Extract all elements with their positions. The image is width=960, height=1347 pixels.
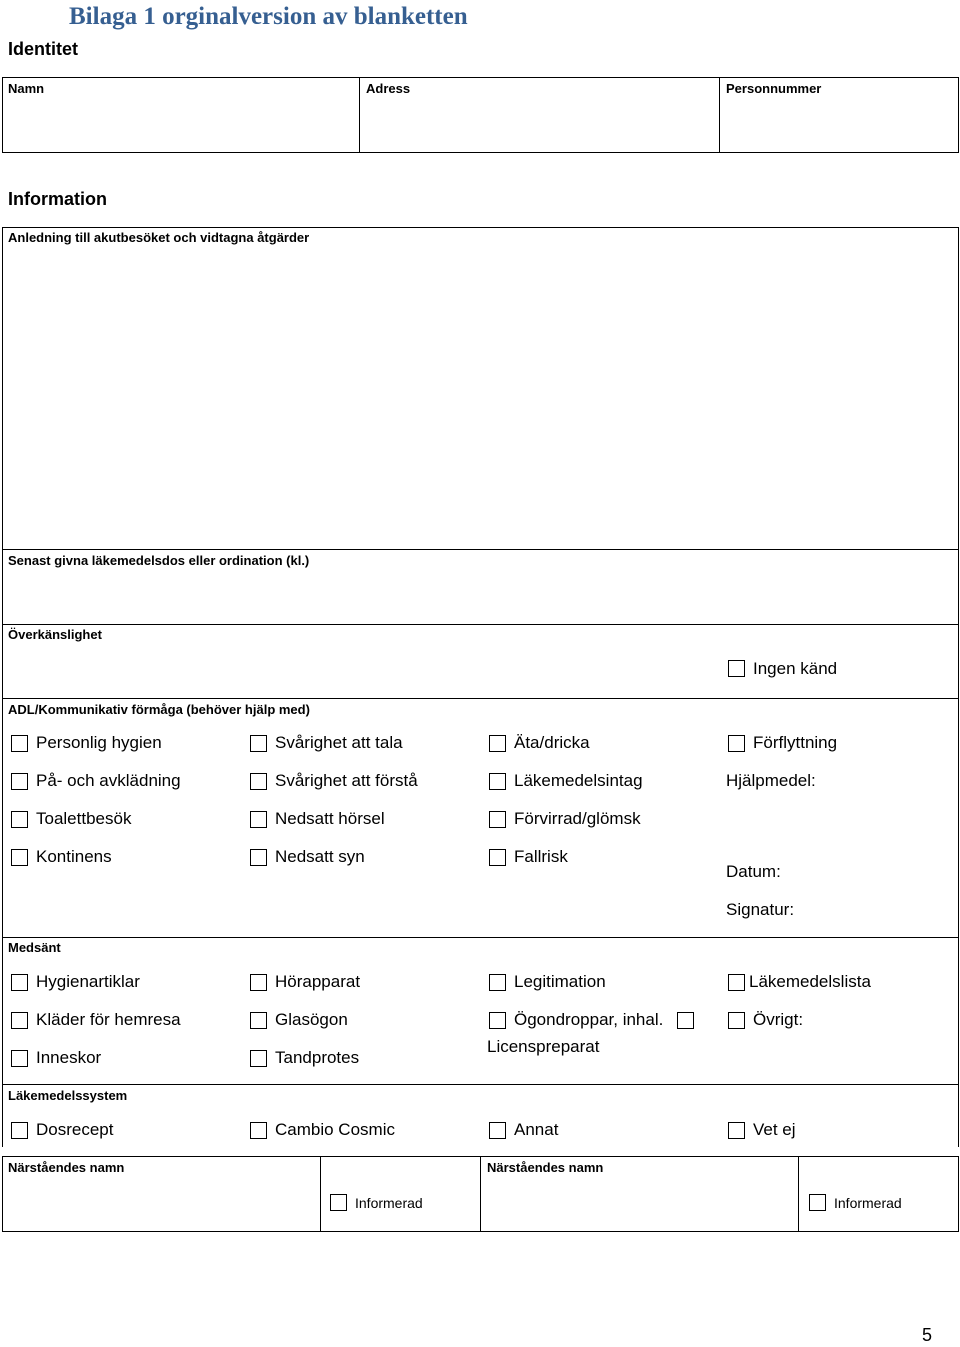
informed-label-1: Informerad [355, 1195, 423, 1211]
license-preparation-checkbox[interactable] [677, 1012, 694, 1029]
sent-along-option: Tandprotes [275, 1048, 360, 1067]
adl-label: ADL/Kommunikativ förmåga (behöver hjälp med) [8, 702, 310, 717]
medication-system-option: Vet ej [753, 1120, 796, 1139]
adl-option: Läkemedelsintag [514, 771, 643, 790]
adl-checkbox[interactable] [11, 811, 28, 828]
sent-along-checkbox[interactable] [250, 1050, 267, 1067]
medication-system-checkbox[interactable] [250, 1122, 267, 1139]
medication-system-checkbox[interactable] [489, 1122, 506, 1139]
signature-label: Signatur: [726, 900, 795, 919]
informed-label-2: Informerad [834, 1195, 902, 1211]
sent-along-checkbox[interactable] [250, 1012, 267, 1029]
sent-along-checkbox[interactable] [250, 974, 267, 991]
sent-along-option: Licenspreparat [487, 1037, 600, 1056]
sent-along-option: Hörapparat [275, 972, 361, 991]
medication-system-option: Annat [514, 1120, 559, 1139]
sent-along-option: Hygienartiklar [36, 972, 140, 991]
address-field[interactable] [362, 98, 715, 148]
relative-name-field-2[interactable] [484, 1178, 795, 1227]
medication-system-checkbox[interactable] [728, 1122, 745, 1139]
adl-checkbox[interactable] [11, 849, 28, 866]
relative-name-label-1: Närståendes namn [8, 1160, 125, 1175]
personal-number-field-label: Personnummer [726, 81, 822, 96]
adl-checkbox[interactable] [489, 735, 506, 752]
medication-system-checkbox[interactable] [11, 1122, 28, 1139]
relative-name-label-2: Närståendes namn [487, 1160, 604, 1175]
sent-along-option: Kläder för hemresa [36, 1010, 181, 1029]
allergy-none-checkbox[interactable] [728, 660, 745, 677]
relative-name-field-1[interactable] [5, 1178, 316, 1227]
adl-option: Fallrisk [514, 847, 568, 866]
adl-option: Svårighet att förstå [275, 771, 418, 790]
sent-along-option: Legitimation [514, 972, 606, 991]
sent-along-option: Inneskor [36, 1048, 102, 1067]
page-number: 5 [921, 1325, 932, 1345]
sent-along-checkbox[interactable] [11, 1050, 28, 1067]
medication-system-label: Läkemedelssystem [8, 1088, 128, 1103]
sent-along-option: Glasögon [275, 1010, 348, 1029]
adl-checkbox[interactable] [250, 735, 267, 752]
adl-option: Nedsatt hörsel [275, 809, 385, 828]
sent-along-label: Medsänt [8, 940, 61, 955]
personal-number-field[interactable] [722, 98, 955, 148]
date-label: Datum: [726, 862, 781, 881]
reason-label: Anledning till akutbesöket och vidtagna åtgärder [8, 230, 310, 245]
sent-along-option: Ögondroppar, inhal. [514, 1010, 664, 1029]
name-field-label: Namn [8, 81, 45, 96]
adl-checkbox[interactable] [11, 735, 28, 752]
adl-option: Toalettbesök [36, 809, 132, 828]
allergy-none-label: Ingen känd [753, 659, 838, 678]
sent-along-option: Läkemedelslista [749, 972, 871, 991]
informed-checkbox-2[interactable] [809, 1194, 826, 1211]
adl-option: På- och avklädning [36, 771, 181, 790]
medication-system-option: Dosrecept [36, 1120, 114, 1139]
last-dose-label: Senast givna läkemedelsdos eller ordination (kl.) [8, 553, 310, 568]
adl-checkbox[interactable] [489, 773, 506, 790]
sent-along-checkbox[interactable] [728, 1012, 745, 1029]
aids-label: Hjälpmedel: [726, 771, 816, 790]
adl-option: Personlig hygien [36, 733, 162, 752]
adl-checkbox[interactable] [250, 811, 267, 828]
sent-along-checkbox[interactable] [489, 1012, 506, 1029]
medication-system-option: Cambio Cosmic [275, 1120, 395, 1139]
adl-checkbox[interactable] [250, 849, 267, 866]
identity-heading: Identitet [8, 39, 78, 59]
other-label: Övrigt: [753, 1010, 804, 1029]
adl-option: Förvirrad/glömsk [514, 809, 641, 828]
sent-along-checkbox[interactable] [728, 974, 745, 991]
name-field[interactable] [5, 98, 355, 148]
adl-option: Svårighet att tala [275, 733, 403, 752]
adl-checkbox[interactable] [489, 811, 506, 828]
adl-option: Äta/dricka [514, 733, 590, 752]
adl-checkbox[interactable] [11, 773, 28, 790]
allergy-label: Överkänslighet [8, 627, 102, 642]
information-heading: Information [8, 189, 107, 209]
adl-option-forflyttning: Förflyttning [753, 733, 838, 752]
address-field-label: Adress [366, 81, 411, 96]
sent-along-checkbox[interactable] [11, 1012, 28, 1029]
adl-checkbox[interactable] [489, 849, 506, 866]
informed-checkbox-1[interactable] [330, 1194, 347, 1211]
adl-checkbox[interactable] [250, 773, 267, 790]
adl-checkbox-forflyttning[interactable] [728, 735, 745, 752]
adl-option: Nedsatt syn [275, 847, 365, 866]
sent-along-checkbox[interactable] [11, 974, 28, 991]
last-dose-field[interactable] [5, 572, 955, 620]
adl-option: Kontinens [36, 847, 112, 866]
document-title: Bilaga 1 orginalversion av blanketten [69, 3, 468, 30]
reason-field[interactable] [5, 250, 955, 545]
sent-along-checkbox[interactable] [489, 974, 506, 991]
